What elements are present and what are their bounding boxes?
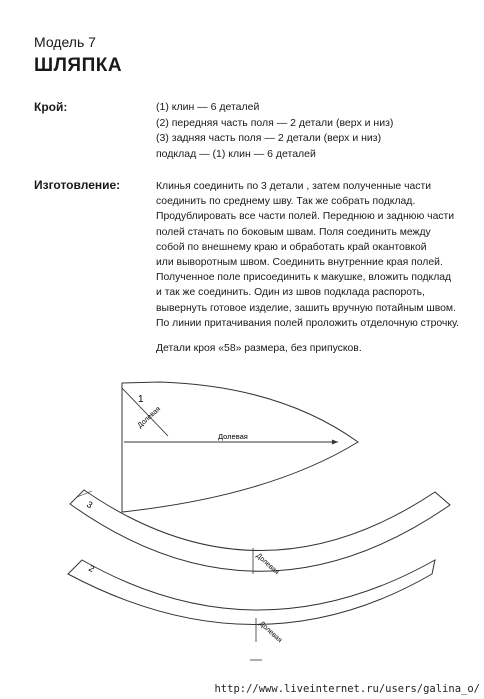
grain-label: Долевая <box>218 432 248 441</box>
brim-front-outline <box>68 560 435 625</box>
instruction-line: собой по внешнему краю и обработать край окантовкой <box>156 241 427 253</box>
model-number: Модель 7 <box>34 34 96 50</box>
grain-label: Долевая <box>257 620 284 645</box>
instruction-line: соединить по среднему шву. Так же собрать подклад. <box>156 196 416 208</box>
instruction-line: и так же соединить. Один из швов подклада распороть, <box>156 287 425 299</box>
cut-label: Крой: <box>34 100 68 114</box>
source-url[interactable]: http://www.liveinternet.ru/users/galina_o/ <box>214 683 480 695</box>
diagonal-grain-line <box>122 388 168 436</box>
piece-number: 2 <box>87 562 97 575</box>
cut-list <box>156 100 393 162</box>
making-instructions <box>156 179 476 331</box>
cut-item: (1) клин — 6 деталей <box>156 101 260 113</box>
piece-number: 1 <box>138 394 144 405</box>
instruction-line: Продублировать все части полей. Переднюю и заднюю части <box>156 211 455 223</box>
instruction-line: Полученное поле присоединить к макушке, вложить подклад <box>156 272 452 284</box>
diagonal-grain-label: Долевая <box>136 405 163 430</box>
instruction-line: По линии притачивания полей проложить отделочную строчку. <box>156 317 460 329</box>
pattern-drawing <box>0 370 484 690</box>
page-title: ШЛЯПКА <box>34 55 123 76</box>
instruction-line: Клинья соединить по 3 детали , затем полученные части <box>156 181 432 192</box>
cut-item: подклад — (1) клин — 6 деталей <box>156 147 316 160</box>
instruction-line: вывернуть готовое изделие, зашить вручную потайным швом. <box>156 302 456 314</box>
size-note: Детали кроя «58» размера, без припусков. <box>156 343 362 354</box>
pattern-piece-1 <box>122 382 358 512</box>
instruction-line: или выворотным швом. Соединить внутренние края полей. <box>156 257 443 269</box>
making-label: Изготовление: <box>34 178 121 192</box>
cut-item: (2) передняя часть поля — 2 детали (верх и низ) <box>156 116 394 129</box>
pattern-piece-2 <box>68 560 435 660</box>
piece-number: 3 <box>85 499 95 511</box>
instruction-line: полей стачать по боковым швам. Поля соединить между <box>156 226 431 238</box>
grain-label: Долевая <box>254 552 281 577</box>
pattern-piece-3 <box>70 490 450 576</box>
wedge-outline <box>122 382 358 512</box>
grain-arrow-icon <box>332 440 338 445</box>
cut-item: (3) задняя часть поля — 2 детали (верх и низ) <box>156 132 382 144</box>
